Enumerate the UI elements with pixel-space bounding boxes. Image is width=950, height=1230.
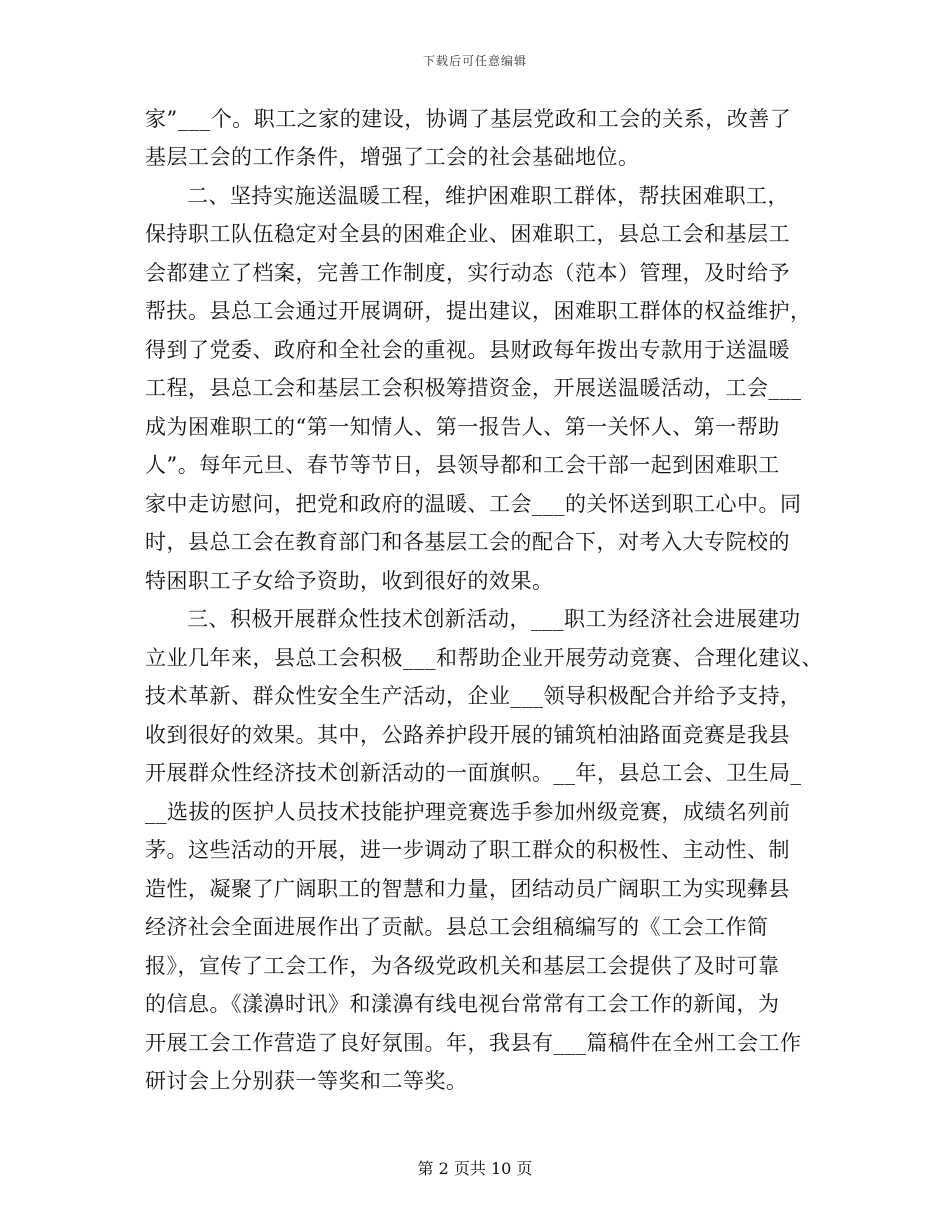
paragraph-line: 经济社会全面进展作出了贡献。县总工会组稿编写的《工会工作简 [145, 915, 769, 939]
paragraph-line: 开展工会工作营造了良好氛围。年，我县有___篇稿件在全州工会工作 [145, 1031, 802, 1055]
paragraph-line: 保持职工队伍稳定对全县的困难企业、困难职工，县总工会和基层工 [145, 222, 790, 246]
paragraph-line: 帮扶。县总工会通过开展调研，提出建议，困难职工群体的权益维护， [145, 299, 812, 323]
paragraph-line: 研讨会上分别获一等奖和二等奖。 [145, 1069, 468, 1093]
paragraph-line: 开展群众性经济技术创新活动的一面旗帜。__年，县总工会、卫生局_ [145, 761, 802, 785]
page-number: 第 2 页共 10 页 [417, 1159, 533, 1178]
paragraph-line: 的信息。《漾濞时讯》和漾濞有线电视台常常有工会工作的新闻，为 [145, 992, 780, 1016]
paragraph-line: 三、积极开展群众性技术创新活动，___职工为经济社会进展建功 [187, 607, 801, 631]
paragraph-line: 家中走访慰问，把党和政府的温暖、工会___的关怀送到职工心中。同 [145, 492, 802, 516]
paragraph-line: __选拔的医护人员技术技能护理竞赛选手参加州级竞赛，成绩名列前 [145, 800, 791, 824]
paragraph-line: 技术革新、群众性安全生产活动，企业___领导积极配合并给予支持， [145, 684, 802, 708]
paragraph-line: 家”___个。职工之家的建设，协调了基层党政和工会的关系，改善了 [145, 107, 792, 131]
page-header: 下载后可任意编辑 [422, 54, 527, 68]
paragraph-line: 特困职工子女给予资助，收到很好的效果。 [145, 569, 554, 593]
paragraph-line: 得到了党委、政府和全社会的重视。县财政每年拨出专款用于送温暖 [145, 338, 790, 362]
paragraph-line: 造性，凝聚了广阔职工的智慧和力量，团结动员广阔职工为实现彝县 [145, 877, 790, 901]
paragraph-line: 时，县总工会在教育部门和各基层工会的配合下，对考入大专院校的 [145, 530, 790, 554]
paragraph-line: 工程，县总工会和基层工会积极筹措资金，开展送温暖活动，工会___ [145, 376, 802, 400]
paragraph-line: 会都建立了档案，完善工作制度，实行动态（范本）管理，及时给予 [145, 261, 790, 285]
paragraph-line: 二、坚持实施送温暖工程，维护困难职工群体，帮扶困难职工， [187, 184, 789, 208]
paragraph-line: 茅。这些活动的开展，进一步调动了职工群众的积极性、主动性、制 [145, 838, 790, 862]
paragraph-line: 收到很好的效果。其中，公路养护段开展的铺筑柏油路面竞赛是我县 [145, 723, 790, 747]
paragraph-line: 基层工会的工作条件，增强了工会的社会基础地位。 [145, 145, 640, 169]
paragraph-line: 报》，宣传了工会工作，为各级党政机关和基层工会提供了及时可靠 [145, 954, 780, 978]
paragraph-line: 成为困难职工的“第一知情人、第一报告人、第一关怀人、第一帮助 [145, 415, 780, 439]
paragraph-line: 人”。每年元旦、春节等节日，县领导都和工会干部一起到困难职工 [145, 453, 780, 477]
paragraph-line: 立业几年来，县总工会积极___和帮助企业开展劳动竞赛、合理化建议、 [145, 646, 823, 670]
